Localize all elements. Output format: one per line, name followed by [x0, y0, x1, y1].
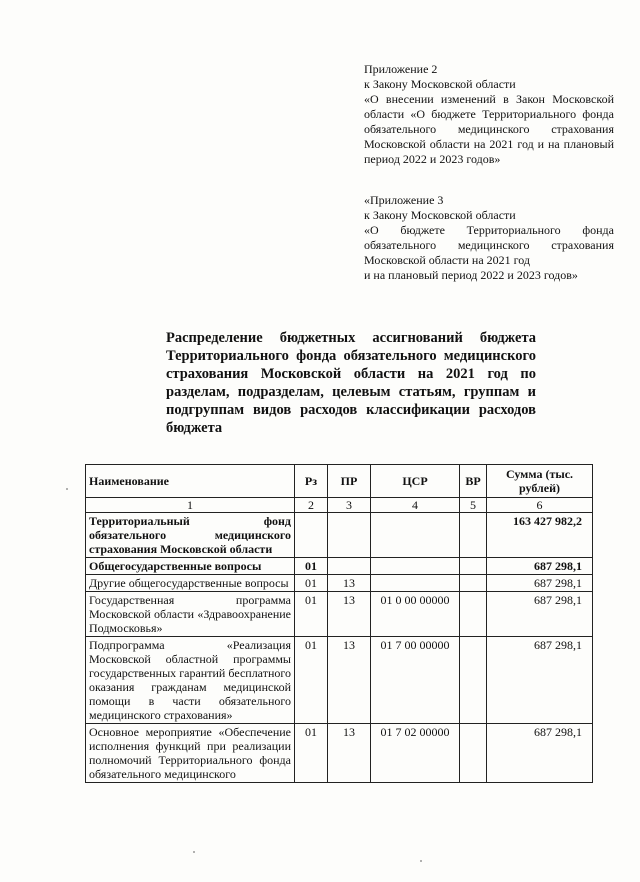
row-rz: 01	[295, 637, 328, 724]
table-row	[86, 592, 593, 637]
table-row	[86, 637, 593, 724]
row-csr: 01 7 00 00000	[371, 637, 460, 724]
table-row	[86, 513, 593, 558]
row-name: Общегосударственные вопросы	[86, 558, 295, 575]
row-rz: 01	[295, 592, 328, 637]
appendix-3-law-title: «О бюджете Территориального фонда обязательного медицинского страхования Московской области на 2021 год	[364, 223, 614, 267]
row-name: Другие общегосударственные вопросы	[86, 575, 295, 592]
row-pr	[328, 513, 371, 558]
appendix-2-header	[364, 62, 614, 167]
budget-table	[85, 464, 593, 783]
col-number: 1	[86, 498, 295, 513]
row-pr: 13	[328, 592, 371, 637]
page-bottom-margin	[0, 818, 640, 882]
appendix-2-law-ref: к Закону Московской области	[364, 77, 516, 91]
row-sum: 163 427 982,2	[487, 513, 593, 558]
row-pr: 13	[328, 575, 371, 592]
row-csr: 01 0 00 00000	[371, 592, 460, 637]
header-sum: Сумма (тыс. рублей)	[487, 465, 593, 498]
row-vr	[460, 724, 487, 783]
row-csr: 01 7 02 00000	[371, 724, 460, 783]
row-vr	[460, 513, 487, 558]
row-rz: 01	[295, 575, 328, 592]
document-title: Распределение бюджетных ассигнований бюджета Территориального фонда обязательного медицинского страхования Московской области на 2021 год по разделам, подразделам, целевым статьям, группам и подгруппам видов расходов классификации расходов бюджета	[166, 330, 536, 436]
header-pr: ПР	[328, 465, 371, 498]
appendix-3-law-title-end: и на плановый период 2022 и 2023 годов»	[364, 268, 578, 282]
col-number: 3	[328, 498, 371, 513]
row-name: Территориальный фонд обязательного медицинского страхования Московской области	[86, 513, 295, 558]
row-vr	[460, 558, 487, 575]
header-csr: ЦСР	[371, 465, 460, 498]
row-sum: 687 298,1	[487, 592, 593, 637]
row-rz: 01	[295, 558, 328, 575]
col-number: 5	[460, 498, 487, 513]
row-name: Государственная программа Московской области «Здравоохранение Подмосковья»	[86, 592, 295, 637]
col-number: 2	[295, 498, 328, 513]
header-vr: ВР	[460, 465, 487, 498]
row-name: Подпрограмма «Реализация Московской областной программы государственных гарантий бесплатного оказания гражданам медицинской помощи в части обязательного медицинского страхования»	[86, 637, 295, 724]
row-sum: 687 298,1	[487, 558, 593, 575]
row-pr	[328, 558, 371, 575]
appendix-3-header	[364, 193, 614, 283]
header-name: Наименование	[86, 465, 295, 498]
scan-speck	[66, 488, 68, 490]
row-sum: 687 298,1	[487, 724, 593, 783]
table-row	[86, 575, 593, 592]
row-vr	[460, 637, 487, 724]
column-number-row	[86, 498, 593, 513]
row-rz	[295, 513, 328, 558]
appendix-2-label: Приложение 2	[364, 62, 438, 76]
row-csr	[371, 513, 460, 558]
table-row	[86, 724, 593, 783]
row-rz: 01	[295, 724, 328, 783]
appendix-3-label: «Приложение 3	[364, 193, 444, 207]
row-name: Основное мероприятие «Обеспечение исполнения функций при реализации полномочий Территориального фонда обязательного медицинского	[86, 724, 295, 783]
col-number: 4	[371, 498, 460, 513]
table-row	[86, 558, 593, 575]
scan-speck	[193, 851, 195, 853]
table-header-row	[86, 465, 593, 498]
row-vr	[460, 592, 487, 637]
row-vr	[460, 575, 487, 592]
scan-speck	[420, 860, 422, 862]
col-number: 6	[487, 498, 593, 513]
row-sum: 687 298,1	[487, 575, 593, 592]
appendix-3-law-ref: к Закону Московской области	[364, 208, 516, 222]
row-csr	[371, 575, 460, 592]
row-csr	[371, 558, 460, 575]
appendix-2-law-title: «О внесении изменений в Закон Московской области «О бюджете Территориального фонда обязательного медицинского страхования Московской области на 2021 год и на плановый период 2022 и 2023 годов»	[364, 92, 614, 166]
header-rz: Рз	[295, 465, 328, 498]
row-pr: 13	[328, 724, 371, 783]
row-sum: 687 298,1	[487, 637, 593, 724]
row-pr: 13	[328, 637, 371, 724]
